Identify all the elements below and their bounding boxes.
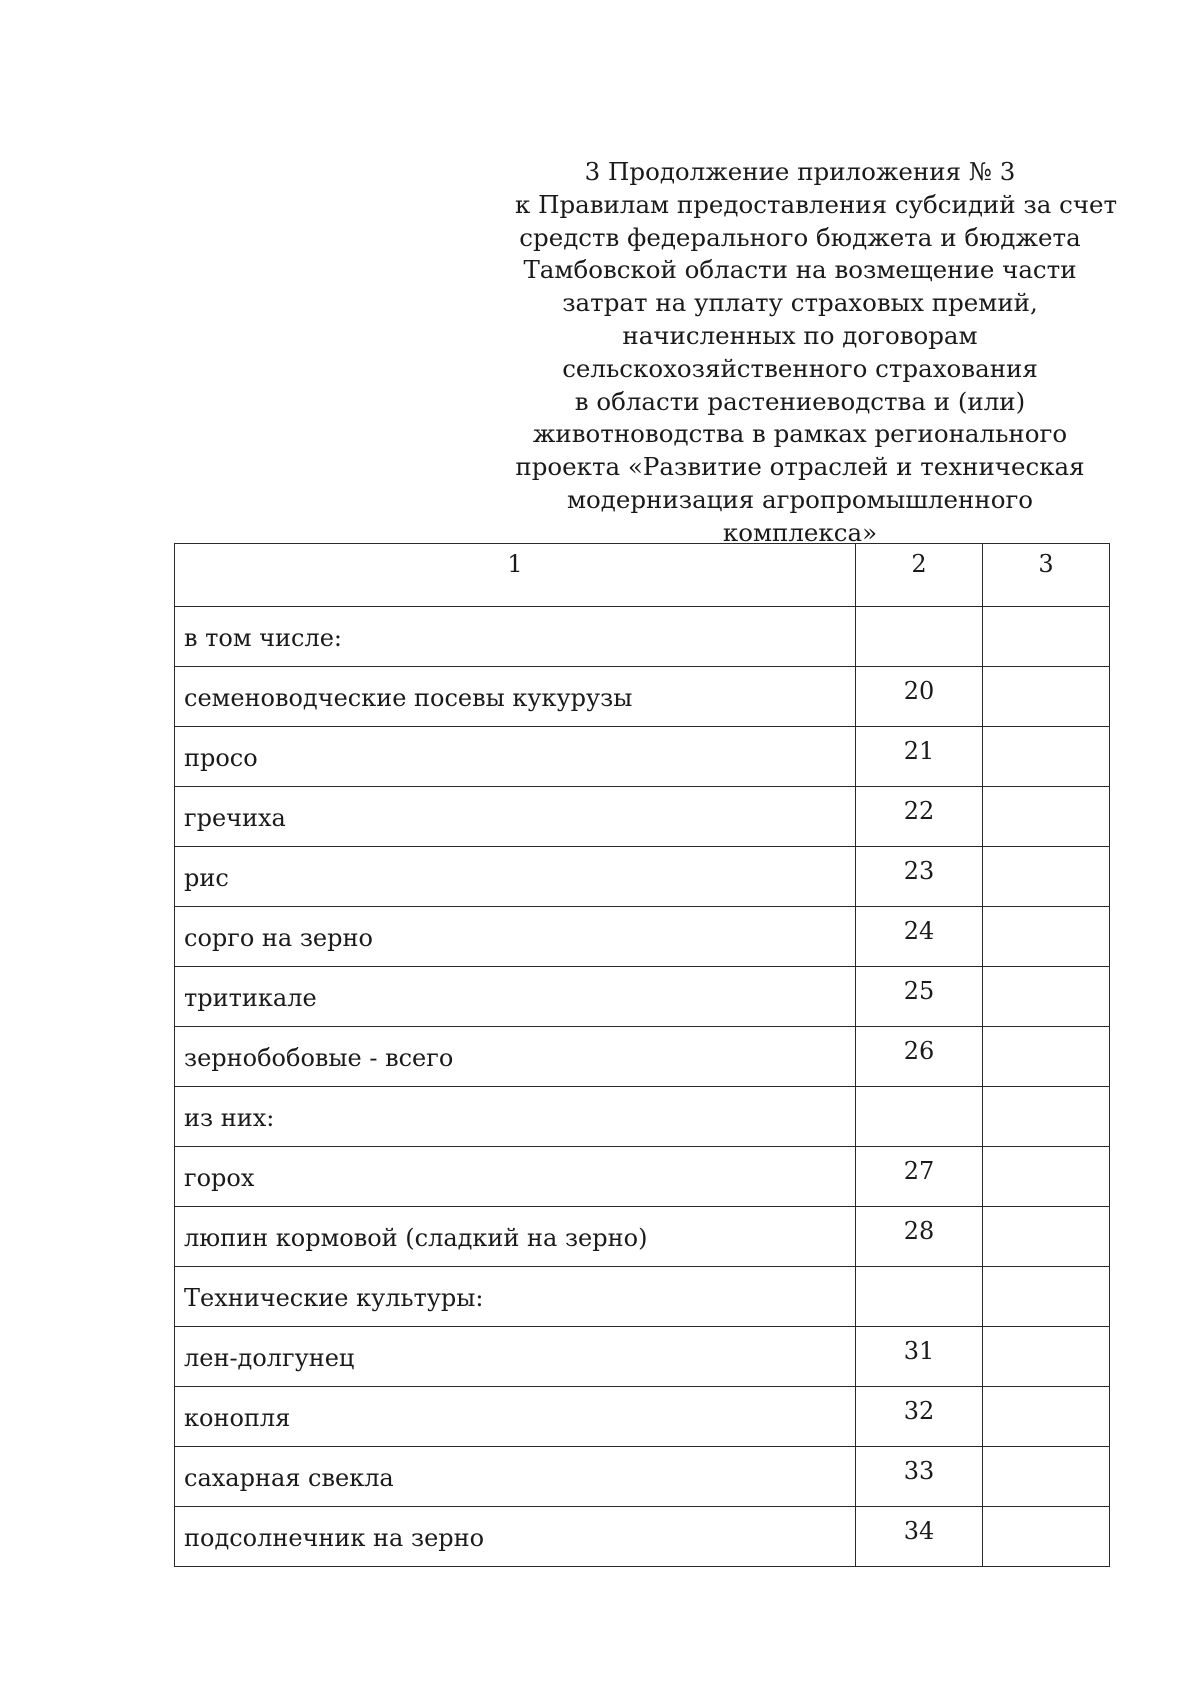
table-row — [175, 1207, 1110, 1267]
table-row — [175, 1387, 1110, 1447]
row-code-cell — [856, 1267, 983, 1327]
row-value-cell — [983, 1087, 1110, 1147]
header-line: начисленных по договорам — [622, 320, 978, 350]
row-name-cell: сахарная свекла — [175, 1447, 856, 1507]
row-value-cell — [983, 1267, 1110, 1327]
table-row — [175, 967, 1110, 1027]
table-row — [175, 787, 1110, 847]
table-row — [175, 607, 1110, 667]
row-code-cell — [856, 607, 983, 667]
row-code-cell: 34 — [856, 1507, 983, 1567]
header-line: затрат на уплату страховых премий, — [562, 288, 1038, 318]
row-value-cell — [983, 1207, 1110, 1267]
row-code-cell: 31 — [856, 1327, 983, 1387]
row-code-cell: 21 — [856, 727, 983, 787]
row-code-cell: 32 — [856, 1387, 983, 1447]
row-name-cell: рис — [175, 847, 856, 907]
header-line: модернизация агропромышленного — [566, 484, 1034, 514]
table-row — [175, 1147, 1110, 1207]
row-code-cell: 23 — [856, 847, 983, 907]
row-code-cell: 20 — [856, 667, 983, 727]
row-name-cell: в том числе: — [175, 607, 856, 667]
table-row — [175, 727, 1110, 787]
row-value-cell — [983, 1507, 1110, 1567]
row-name-cell: горох — [175, 1147, 856, 1207]
row-name-cell: тритикале — [175, 967, 856, 1027]
row-name-cell: лен-долгунец — [175, 1327, 856, 1387]
row-code-cell — [856, 1087, 983, 1147]
table-row — [175, 667, 1110, 727]
table-header-row — [175, 544, 1110, 607]
table-row — [175, 1087, 1110, 1147]
header-line: Тамбовской области на возмещение части — [523, 255, 1077, 285]
row-name-cell: семеноводческие посевы кукурузы — [175, 667, 856, 727]
table-row — [175, 907, 1110, 967]
row-value-cell — [983, 1387, 1110, 1447]
row-code-cell: 25 — [856, 967, 983, 1027]
header-line: комплекса» — [722, 517, 878, 547]
header-line: 3 Продолжение приложения № 3 — [584, 157, 1016, 186]
row-value-cell — [983, 607, 1110, 667]
row-name-cell: просо — [175, 727, 856, 787]
row-name-cell: гречиха — [175, 787, 856, 847]
row-value-cell — [983, 1447, 1110, 1507]
row-name-cell: из них: — [175, 1087, 856, 1147]
row-code-cell: 22 — [856, 787, 983, 847]
header-line: в области растениеводства и (или) — [574, 386, 1026, 416]
row-value-cell — [983, 1027, 1110, 1087]
table-row — [175, 1267, 1110, 1327]
row-value-cell — [983, 787, 1110, 847]
header-line: средств федерального бюджета и бюджета — [519, 222, 1081, 252]
row-value-cell — [983, 1327, 1110, 1387]
column-header-3: 3 — [983, 544, 1110, 607]
row-value-cell — [983, 1147, 1110, 1207]
row-code-cell: 26 — [856, 1027, 983, 1087]
header-line: к Правилам предоставления субсидий за счет — [515, 189, 1118, 219]
table-row — [175, 1327, 1110, 1387]
header-line: проекта «Развитие отраслей и техническая — [515, 452, 1085, 482]
row-code-cell: 24 — [856, 907, 983, 967]
row-code-cell: 33 — [856, 1447, 983, 1507]
row-code-cell: 27 — [856, 1147, 983, 1207]
appendix-header — [515, 156, 1118, 550]
row-value-cell — [983, 727, 1110, 787]
table-row — [175, 1447, 1110, 1507]
row-value-cell — [983, 847, 1110, 907]
header-line: животноводства в рамках регионального — [532, 419, 1068, 449]
crops-table — [174, 543, 1110, 1567]
row-name-cell: люпин кормовой (сладкий на зерно) — [175, 1207, 856, 1267]
table-row — [175, 1027, 1110, 1087]
table-row — [175, 847, 1110, 907]
row-value-cell — [983, 967, 1110, 1027]
row-name-cell: сорго на зерно — [175, 907, 856, 967]
header-line: сельскохозяйственного страхования — [562, 353, 1038, 383]
row-name-cell: Технические культуры: — [175, 1267, 856, 1327]
column-header-1: 1 — [175, 544, 856, 607]
row-name-cell: конопля — [175, 1387, 856, 1447]
table-row — [175, 1507, 1110, 1567]
row-code-cell: 28 — [856, 1207, 983, 1267]
row-name-cell: подсолнечник на зерно — [175, 1507, 856, 1567]
row-name-cell: зернобобовые - всего — [175, 1027, 856, 1087]
row-value-cell — [983, 907, 1110, 967]
column-header-2: 2 — [856, 544, 983, 607]
row-value-cell — [983, 667, 1110, 727]
